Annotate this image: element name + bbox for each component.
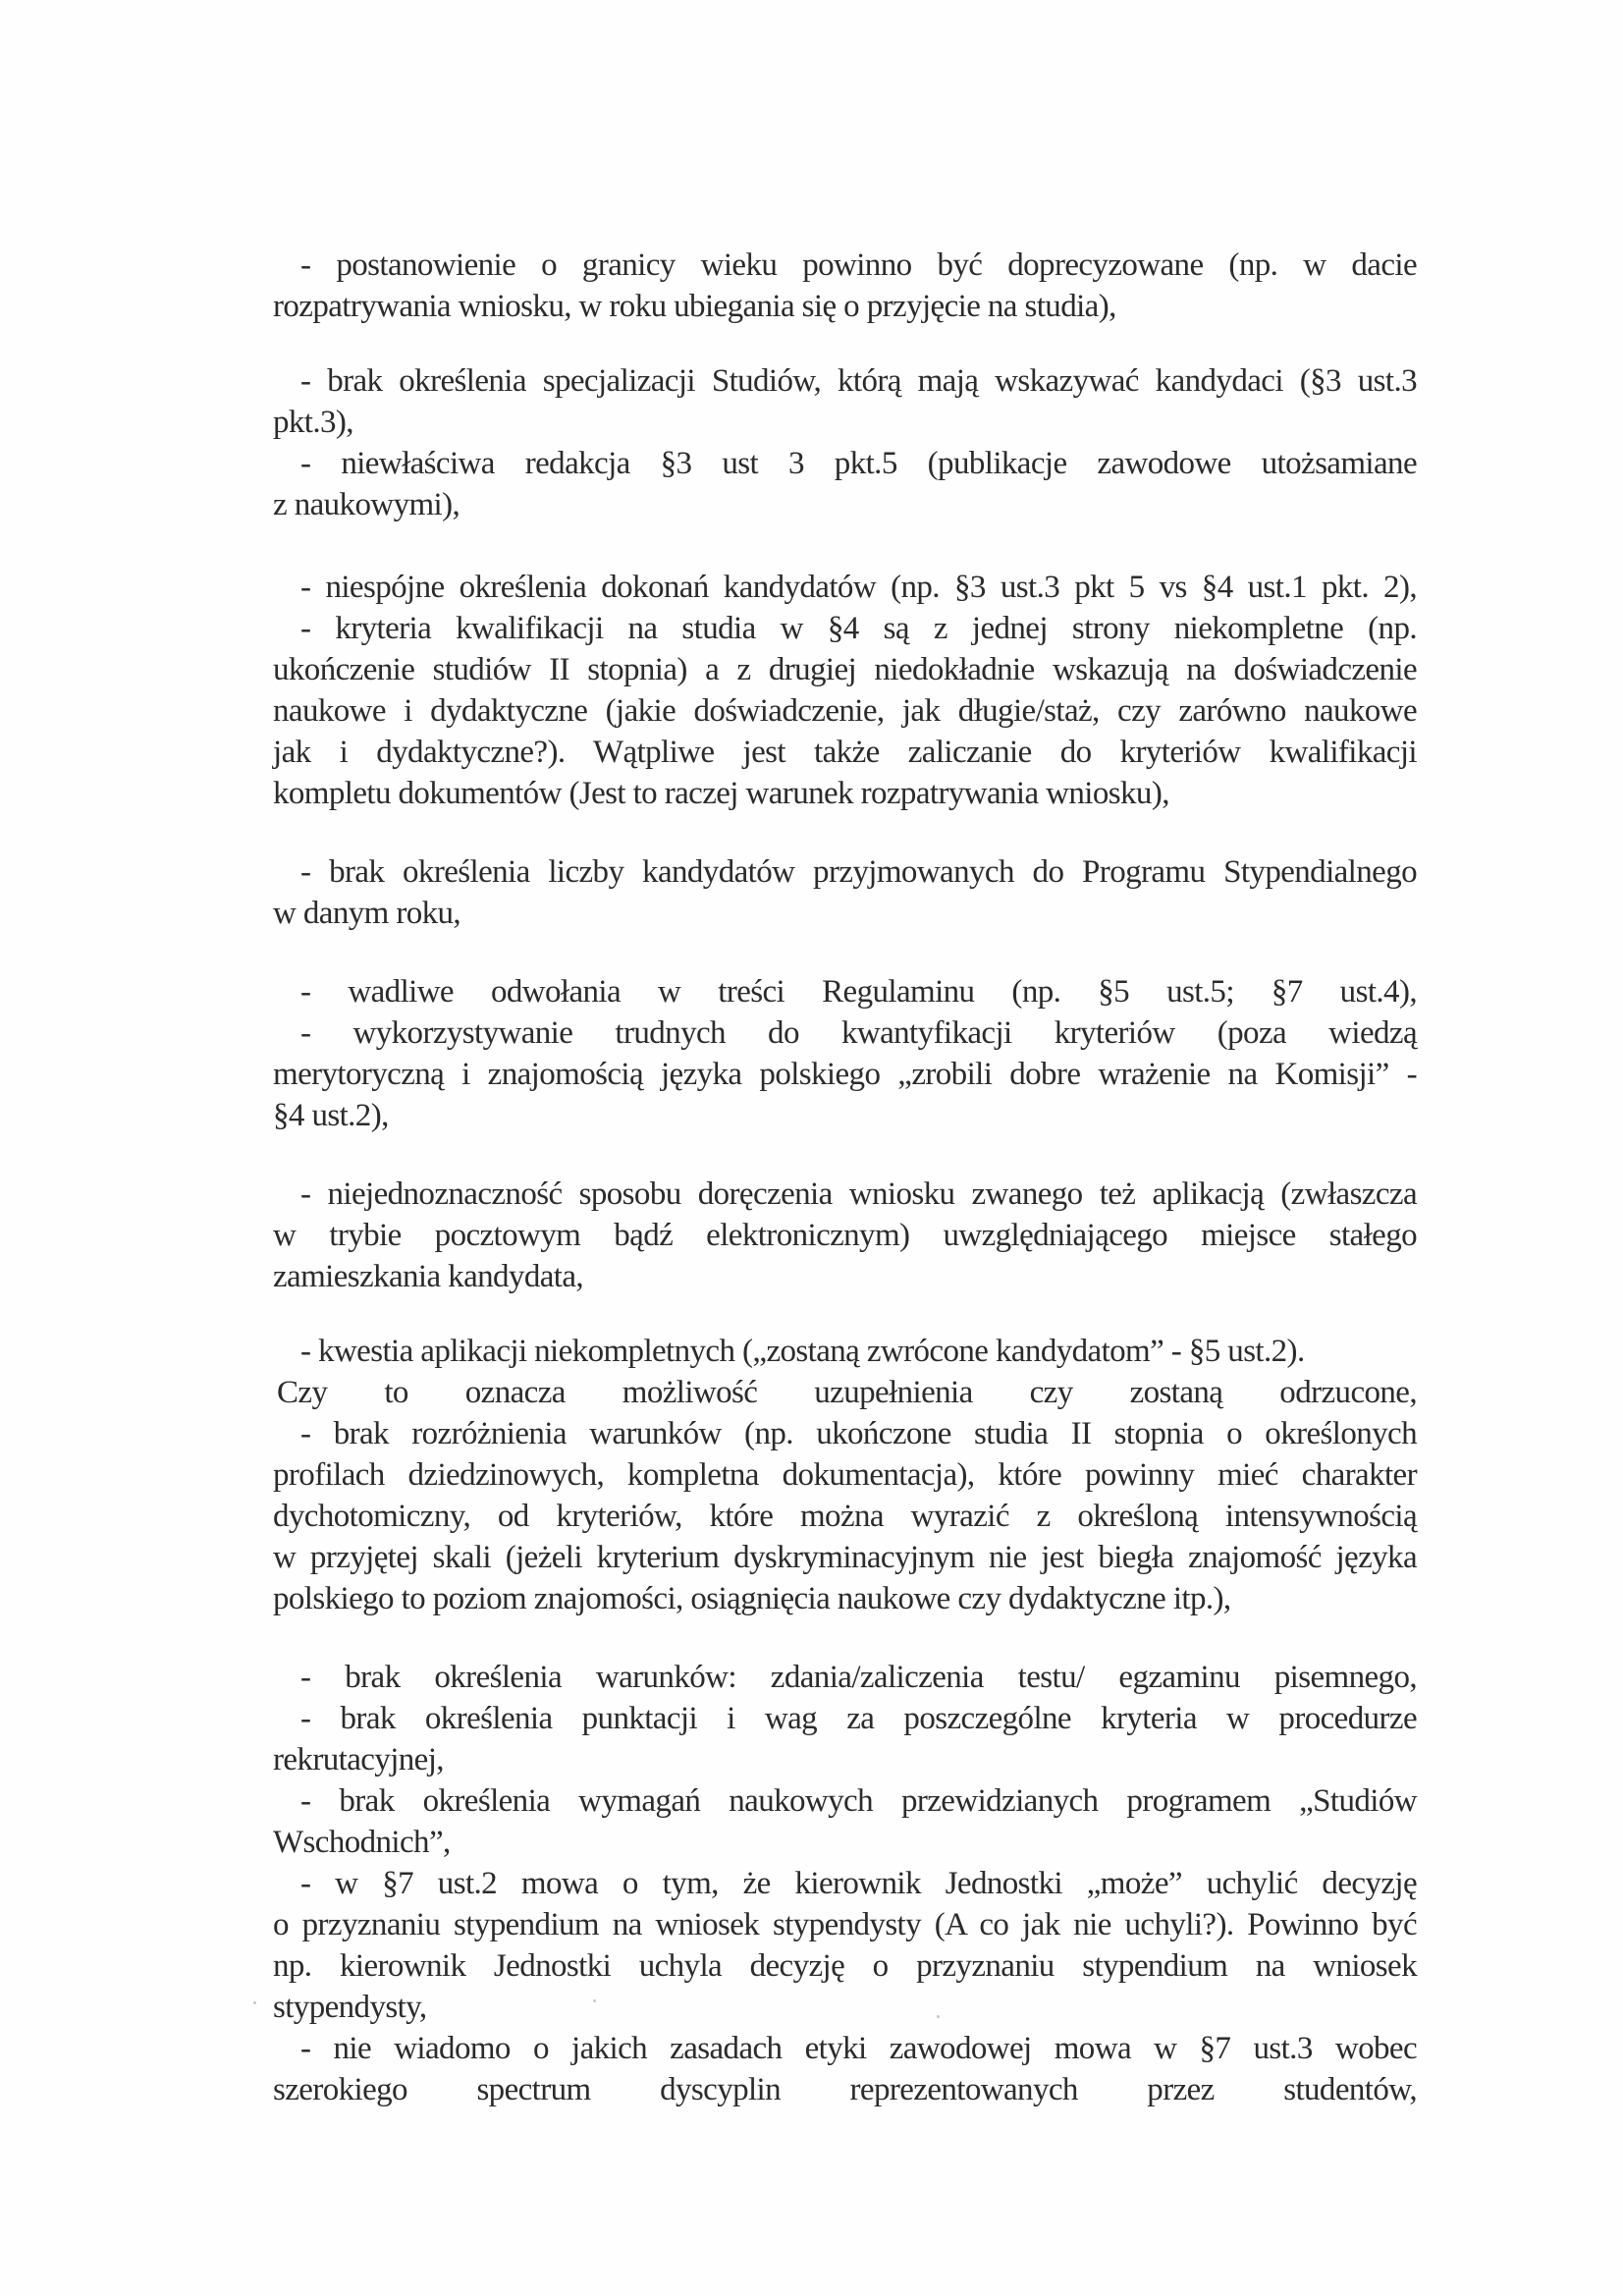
- text-line: - niewłaściwa redakcja §3 ust 3 pkt.5 (publikacje zawodowe utożsamiane: [300, 446, 1417, 481]
- text-line: - brak określenia wymagań naukowych przewidzianych programem „Studiów: [300, 1783, 1417, 1819]
- text-line: - postanowienie o granicy wieku powinno być doprecyzowane (np. w dacie: [300, 247, 1417, 283]
- text-line: - w §7 ust.2 mowa o tym, że kierownik Jednostki „może” uchylić decyzję: [300, 1866, 1417, 1901]
- scan-speck: [937, 2015, 940, 2018]
- text-line: ukończenie studiów II stopnia) a z drugiej niedokładnie wskazują na doświadczenie: [273, 652, 1417, 687]
- text-line: §4 ust.2),: [273, 1098, 389, 1133]
- text-line: naukowe i dydaktyczne (jakie doświadczenie, jak długie/staż, czy zarówno naukowe: [273, 693, 1417, 729]
- text-line: dychotomiczny, od kryteriów, które można wyrazić z określoną intensywnością: [273, 1499, 1417, 1534]
- text-line: Czy to oznacza możliwość uzupełnienia czy zostaną odrzucone,: [277, 1375, 1417, 1410]
- text-line: - kryteria kwalifikacji na studia w §4 są z jednej strony niekompletne (np.: [300, 611, 1417, 646]
- text-line: jak i dydaktyczne?). Wątpliwe jest także zaliczanie do kryteriów kwalifikacji: [273, 735, 1417, 770]
- text-line: w trybie pocztowym bądź elektronicznym) uwzględniającego miejsce stałego: [273, 1218, 1417, 1253]
- text-line: zamieszkania kandydata,: [273, 1259, 584, 1294]
- text-line: pkt.3),: [273, 405, 353, 440]
- text-line: polskiego to poziom znajomości, osiągnięcia naukowe czy dydaktyczne itp.),: [273, 1581, 1231, 1616]
- text-line: kompletu dokumentów (Jest to raczej warunek rozpatrywania wniosku),: [273, 776, 1169, 811]
- text-line: z naukowymi),: [273, 487, 460, 522]
- scan-speck: [593, 1999, 596, 2002]
- text-line: - wykorzystywanie trudnych do kwantyfikacji kryteriów (poza wiedzą: [300, 1015, 1417, 1051]
- text-line: - brak rozróżnienia warunków (np. ukończone studia II stopnia o określonych: [300, 1416, 1417, 1451]
- scan-speck: [253, 2001, 256, 2004]
- text-line: - brak określenia liczby kandydatów przyjmowanych do Programu Stypendialnego: [300, 854, 1417, 890]
- text-line: Wschodnich”,: [273, 1825, 451, 1860]
- text-line: szerokiego spectrum dyscyplin reprezentowanych przez studentów,: [273, 2072, 1417, 2107]
- text-line: - niespójne określenia dokonań kandydatów (np. §3 ust.3 pkt 5 vs §4 ust.1 pkt. 2),: [300, 570, 1417, 605]
- text-line: w danym roku,: [273, 896, 461, 931]
- text-line: np. kierownik Jednostki uchyla decyzję o przyznaniu stypendium na wniosek: [273, 1948, 1417, 1984]
- text-line: - brak określenia punktacji i wag za poszczególne kryteria w procedurze: [300, 1701, 1417, 1736]
- text-line: stypendysty,: [273, 1990, 427, 2025]
- text-line: - niejednoznaczność sposobu doręczenia wniosku zwanego też aplikacją (zwłaszcza: [300, 1176, 1417, 1212]
- text-line: profilach dziedzinowych, kompletna dokumentacja), które powinny mieć charakter: [273, 1457, 1417, 1493]
- text-line: - nie wiadomo o jakich zasadach etyki zawodowej mowa w §7 ust.3 wobec: [300, 2031, 1417, 2066]
- text-line: o przyznaniu stypendium na wniosek stypendysty (A co jak nie uchyli?). Powinno być: [273, 1907, 1417, 1942]
- text-line: - wadliwe odwołania w treści Regulaminu (np. §5 ust.5; §7 ust.4),: [300, 974, 1417, 1010]
- text-line: rekrutacyjnej,: [273, 1742, 444, 1777]
- text-line: w przyjętej skali (jeżeli kryterium dyskryminacyjnym nie jest biegła znajomość języka: [273, 1540, 1417, 1575]
- text-line: rozpatrywania wniosku, w roku ubiegania się o przyjęcie na studia),: [273, 289, 1116, 324]
- text-line: - brak określenia specjalizacji Studiów, którą mają wskazywać kandydaci (§3 ust.3: [300, 363, 1417, 399]
- text-line: merytoryczną i znajomością języka polskiego „zrobili dobre wrażenie na Komisji” -: [273, 1057, 1417, 1092]
- text-line: - brak określenia warunków: zdania/zaliczenia testu/ egzaminu pisemnego,: [300, 1660, 1417, 1695]
- text-line: - kwestia aplikacji niekompletnych („zostaną zwrócone kandydatom” - §5 ust.2).: [300, 1334, 1305, 1369]
